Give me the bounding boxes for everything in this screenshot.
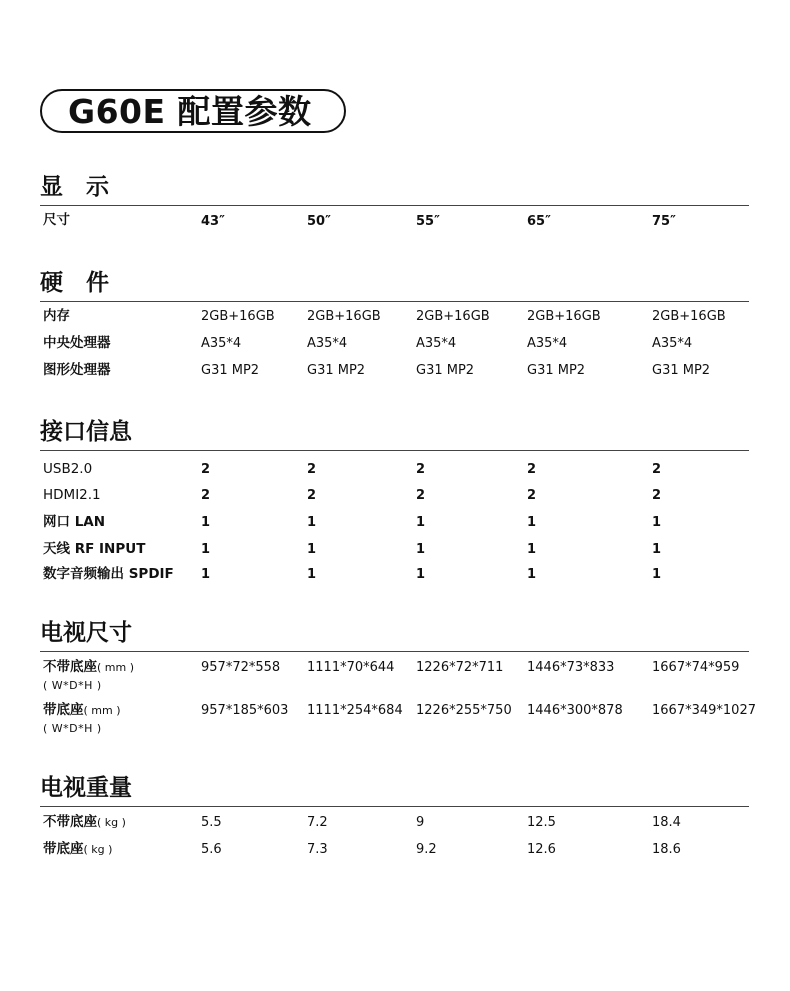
spec-value: 1 — [652, 567, 662, 582]
spec-value: 2GB+16GB — [416, 309, 490, 324]
spec-value: 1 — [416, 515, 426, 530]
spec-value: 75″ — [652, 214, 676, 229]
row-label — [43, 362, 111, 378]
row-label — [43, 514, 105, 530]
spec-value: 1226*255*750 — [416, 703, 512, 718]
spec-value: 1 — [201, 542, 211, 557]
spec-value: 1667*74*959 — [652, 660, 740, 675]
row-label-text: 图形处理器 — [43, 362, 111, 378]
spec-value: 1 — [307, 542, 317, 557]
spec-value: 2 — [652, 488, 662, 503]
row-label — [43, 566, 174, 582]
spec-value: 18.6 — [652, 842, 681, 857]
spec-value: 2GB+16GB — [201, 309, 275, 324]
spec-value: 1667*349*1027 — [652, 703, 756, 718]
section-heading-ports: 接口信息 — [40, 419, 132, 445]
spec-value: G31 MP2 — [307, 363, 366, 378]
row-unit: ( mm ) — [83, 704, 121, 717]
row-label-text: 带底座 — [43, 841, 84, 857]
spec-value: 18.4 — [652, 815, 681, 830]
spec-value: 2 — [527, 462, 537, 477]
spec-value: 2 — [652, 462, 662, 477]
row-label — [43, 659, 134, 676]
spec-value: 1 — [652, 542, 662, 557]
row-unit: ( mm ) — [97, 661, 135, 674]
spec-value: 5.6 — [201, 842, 222, 857]
page-title-pill — [40, 89, 346, 133]
spec-value: A35*4 — [527, 336, 568, 351]
spec-value: A35*4 — [201, 336, 242, 351]
row-label-text: USB2.0 — [43, 461, 93, 477]
spec-value: 1 — [527, 542, 537, 557]
row-label — [43, 487, 101, 503]
spec-value: 2 — [201, 462, 211, 477]
row-label — [43, 541, 145, 557]
spec-value: G31 MP2 — [652, 363, 711, 378]
row-unit: ( kg ) — [97, 816, 126, 829]
row-label-text: 不带底座 — [43, 814, 97, 830]
spec-value: 957*72*558 — [201, 660, 281, 675]
spec-value: 1 — [201, 567, 211, 582]
row-label-text: 带底座 — [43, 702, 84, 718]
row-label — [43, 841, 112, 858]
spec-value: 1 — [307, 567, 317, 582]
row-label — [43, 308, 70, 324]
spec-value: 2GB+16GB — [527, 309, 601, 324]
row-label — [43, 814, 126, 831]
row-label — [43, 461, 92, 477]
spec-value: 1226*72*711 — [416, 660, 504, 675]
spec-value: 1 — [652, 515, 662, 530]
spec-value: 2 — [307, 488, 317, 503]
row-label-text: 内存 — [43, 308, 70, 324]
spec-value: 5.5 — [201, 815, 222, 830]
spec-value: G31 MP2 — [201, 363, 260, 378]
row-label-text: 天线 RF INPUT — [43, 541, 146, 557]
section-divider — [40, 806, 749, 807]
spec-value: 1 — [416, 542, 426, 557]
spec-value: 2GB+16GB — [307, 309, 381, 324]
spec-value: 1 — [527, 515, 537, 530]
section-heading-hardware: 硬 件 — [40, 270, 109, 296]
spec-value: 55″ — [416, 214, 440, 229]
spec-value: A35*4 — [652, 336, 693, 351]
section-divider — [40, 651, 749, 652]
spec-value: 1 — [527, 567, 537, 582]
row-label — [43, 212, 70, 228]
row-label-sub: ( W*D*H ) — [43, 722, 102, 735]
section-divider — [40, 205, 749, 206]
spec-value: 1 — [416, 567, 426, 582]
spec-value: 50″ — [307, 214, 331, 229]
spec-value: 12.6 — [527, 842, 556, 857]
row-unit: ( kg ) — [83, 843, 113, 856]
section-divider — [40, 450, 749, 451]
spec-value: 1 — [307, 515, 317, 530]
spec-value: 43″ — [201, 214, 225, 229]
row-label — [43, 702, 121, 719]
row-label-text: 网口 LAN — [43, 514, 106, 530]
spec-value: 1446*73*833 — [527, 660, 615, 675]
row-label — [43, 335, 111, 351]
spec-value: A35*4 — [307, 336, 348, 351]
spec-value: 12.5 — [527, 815, 556, 830]
section-divider — [40, 301, 749, 302]
spec-value: 9 — [416, 815, 425, 830]
spec-value: 65″ — [527, 214, 551, 229]
spec-value: 7.3 — [307, 842, 328, 857]
row-label-text: 中央处理器 — [43, 335, 111, 351]
spec-value: 957*185*603 — [201, 703, 289, 718]
spec-value: 1 — [201, 515, 211, 530]
spec-value: 2 — [527, 488, 537, 503]
spec-value: 2 — [201, 488, 211, 503]
row-label-text: 数字音频输出 SPDIF — [43, 566, 174, 582]
row-label-text: 不带底座 — [43, 659, 97, 675]
row-label-text: HDMI2.1 — [43, 487, 101, 503]
row-label-text: 尺寸 — [43, 212, 70, 228]
spec-value: 2 — [416, 462, 426, 477]
section-heading-weight: 电视重量 — [40, 775, 132, 801]
spec-value: 2GB+16GB — [652, 309, 726, 324]
spec-value: 1111*70*644 — [307, 660, 395, 675]
spec-value: 1446*300*878 — [527, 703, 623, 718]
spec-value: 9.2 — [416, 842, 437, 857]
spec-value: G31 MP2 — [416, 363, 475, 378]
spec-value: 7.2 — [307, 815, 328, 830]
spec-value: A35*4 — [416, 336, 457, 351]
spec-value: 2 — [307, 462, 317, 477]
spec-value: 1111*254*684 — [307, 703, 403, 718]
row-label-sub: ( W*D*H ) — [43, 679, 102, 692]
section-heading-display: 显 示 — [40, 174, 109, 200]
page-title: G60E 配置参数 — [68, 92, 312, 131]
spec-value: G31 MP2 — [527, 363, 586, 378]
section-heading-dimensions: 电视尺寸 — [40, 620, 132, 646]
spec-value: 2 — [416, 488, 426, 503]
